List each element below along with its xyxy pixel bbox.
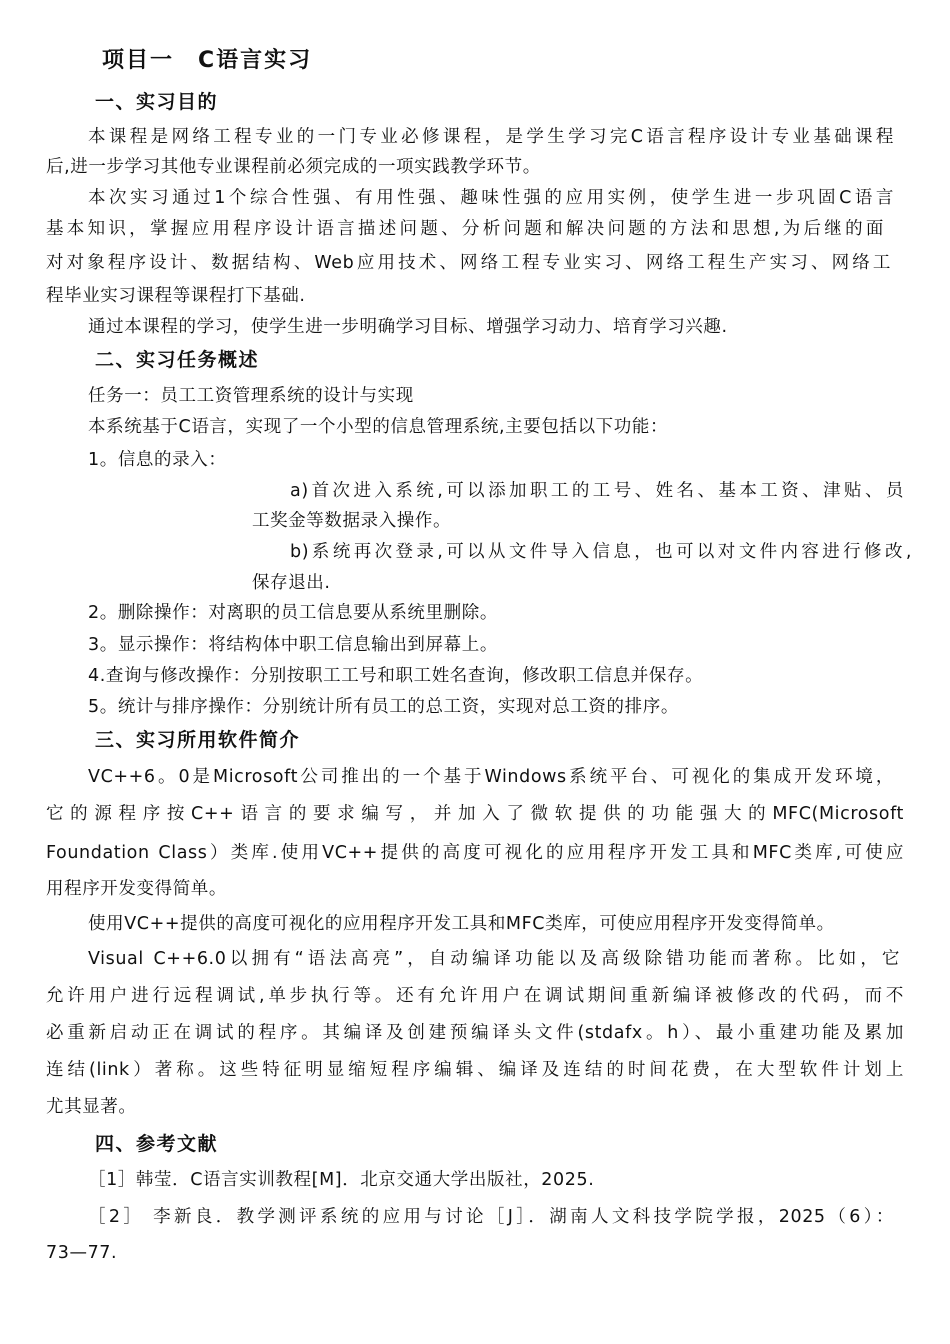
paragraph-line: 后,进一步学习其他专业课程前必须完成的一项实践教学环节。 <box>46 157 541 177</box>
section-heading-software: 三、实习所用软件简介 <box>95 729 301 751</box>
paragraph-line: Visual C++6.0以拥有“语法高亮”，自动编译功能以及高级除错功能而著称。比如，它 <box>88 949 900 969</box>
paragraph-line: 基本知识，掌握应用程序设计语言描述问题、分析问题和解决问题的方法和思想,为后继的面 <box>46 219 884 239</box>
paragraph-line: 本系统基于C语言，实现了一个小型的信息管理系统,主要包括以下功能： <box>88 417 669 437</box>
list-subitem: b)系统再次登录,可以从文件导入信息，也可以对文件内容进行修改, <box>290 542 912 562</box>
paragraph-line: 对对象程序设计、数据结构、Web应用技术、网络工程专业实习、网络工程生产实习、网络工 <box>46 253 891 273</box>
paragraph-line: 允许用户进行远程调试,单步执行等。还有允许用户在调试期间重新编译被修改的代码，而不 <box>46 986 904 1006</box>
task-title: 任务一：员工工资管理系统的设计与实现 <box>88 386 414 406</box>
page-title: 项目一 C语言实习 <box>102 48 313 73</box>
paragraph-line: 用程序开发变得简单。 <box>46 879 227 899</box>
paragraph-line: 尤其显著。 <box>46 1097 137 1117</box>
list-item: 4.查询与修改操作：分别按职工工号和职工姓名查询，修改职工信息并保存。 <box>88 666 704 686</box>
paragraph-line: 本次实习通过1个综合性强、有用性强、趣味性强的应用实例，使学生进一步巩固C语言 <box>88 188 894 208</box>
section-heading-tasks: 二、实习任务概述 <box>95 349 260 371</box>
reference-item: ［2］ 李新良．教学测评系统的应用与讨论［J］．湖南人文科技学院学报，2025（6）： <box>88 1207 894 1227</box>
list-item: 1。信息的录入： <box>88 450 227 470</box>
list-subitem: a)首次进入系统,可以添加职工的工号、姓名、基本工资、津贴、员 <box>290 481 904 501</box>
section-heading-purpose: 一、实习目的 <box>95 91 219 113</box>
reference-item: 73—77. <box>46 1243 118 1263</box>
list-subitem: 保存退出. <box>252 573 331 593</box>
reference-item: ［1］韩莹．C语言实训教程[M]．北京交通大学出版社，2025. <box>88 1170 595 1190</box>
list-subitem: 工奖金等数据录入操作。 <box>252 511 452 531</box>
paragraph-line: 它的源程序按C++语言的要求编写，并加入了微软提供的功能强大的MFC(Microsoft <box>46 804 904 824</box>
paragraph-line: 必重新启动正在调试的程序。其编译及创建预编译头文件(stdafx。h）、最小重建功能及累加 <box>46 1023 904 1043</box>
paragraph-line: 程毕业实习课程等课程打下基础. <box>46 286 306 306</box>
paragraph-line: VC++6。0是Microsoft公司推出的一个基于Windows系统平台、可视化的集成开发环境， <box>88 767 894 787</box>
paragraph-line: 连结(link）著称。这些特征明显缩短程序编辑、编译及连结的时间花费，在大型软件计划上 <box>46 1060 904 1080</box>
paragraph-line: 使用VC++提供的高度可视化的应用程序开发工具和MFC类库，可使应用程序开发变得简单。 <box>88 914 835 934</box>
paragraph-line: 通过本课程的学习，使学生进一步明确学习目标、增强学习动力、培育学习兴趣. <box>88 317 728 337</box>
list-item: 5。统计与排序操作：分别统计所有员工的总工资，实现对总工资的排序。 <box>88 697 679 717</box>
paragraph-line: 本课程是网络工程专业的一门专业必修课程，是学生学习完C语言程序设计专业基础课程 <box>88 127 894 147</box>
paragraph-line: Foundation Class）类库.使用VC++提供的高度可视化的应用程序开发工具和MFC类库,可使应 <box>46 843 904 863</box>
list-item: 3。显示操作：将结构体中职工信息输出到屏幕上。 <box>88 635 498 655</box>
section-heading-references: 四、参考文献 <box>95 1133 219 1155</box>
list-item: 2。删除操作：对离职的员工信息要从系统里删除。 <box>88 603 498 623</box>
